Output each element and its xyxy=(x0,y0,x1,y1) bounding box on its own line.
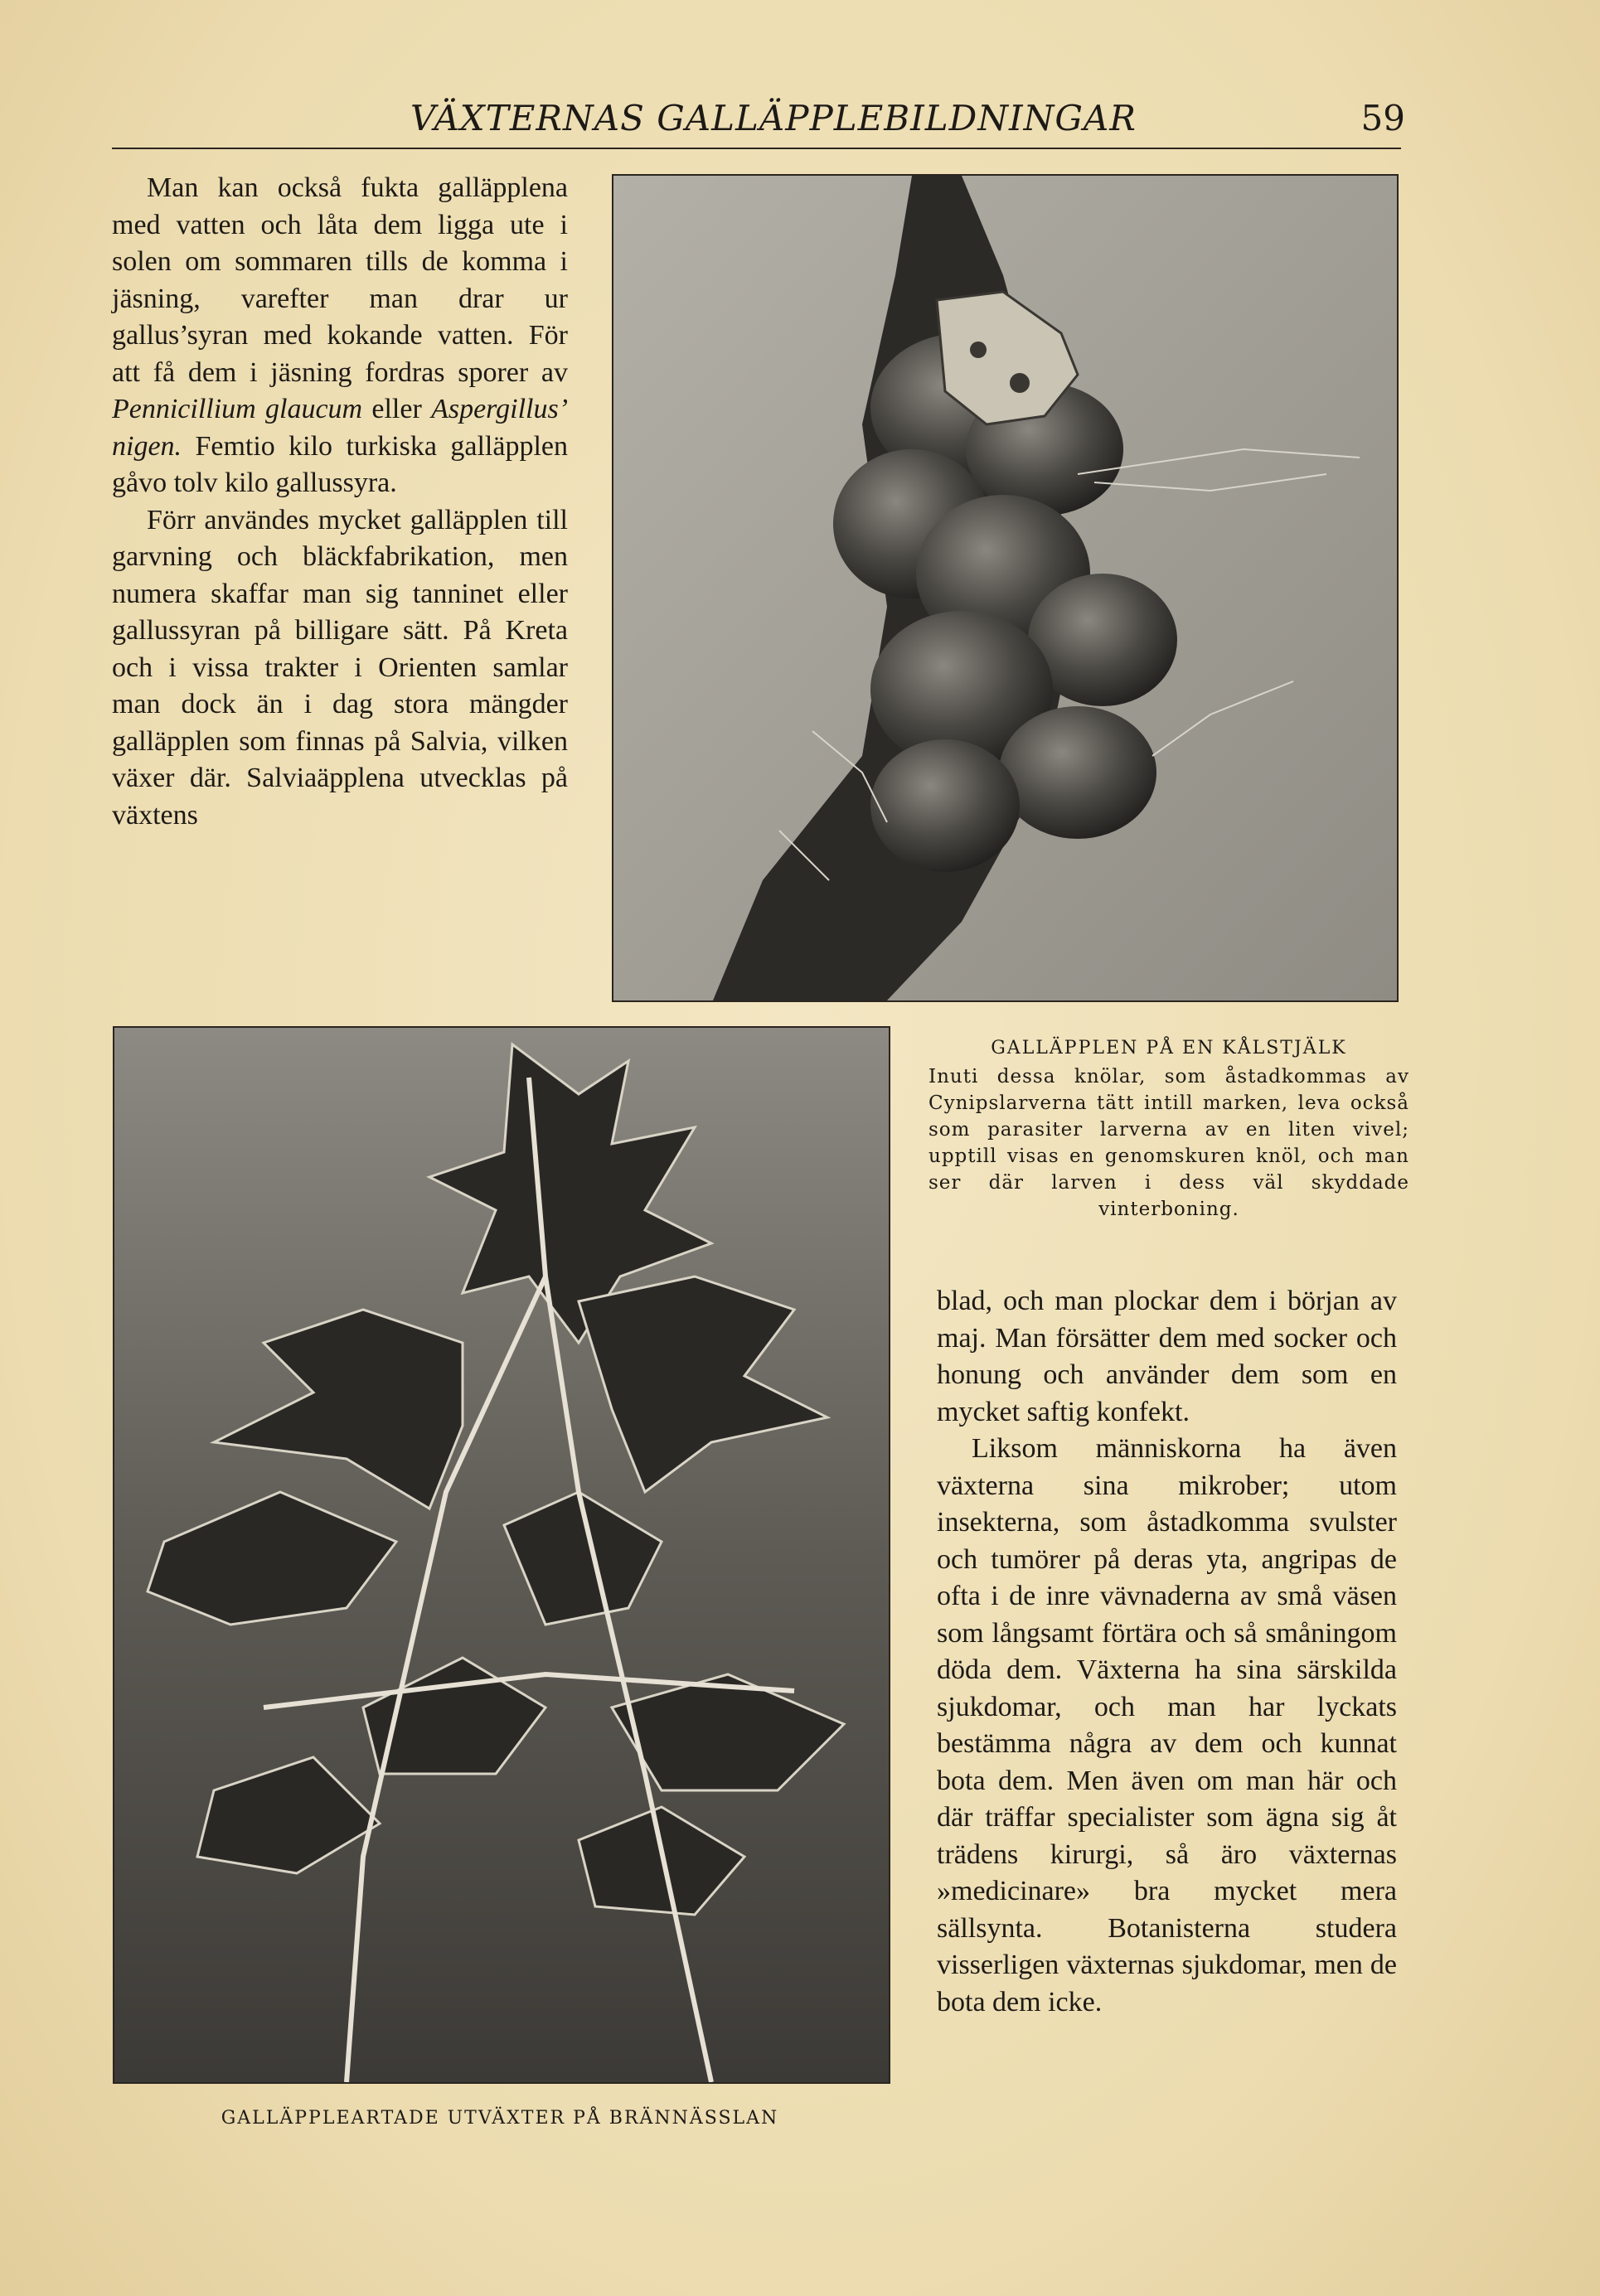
left-p1-text-b: eller xyxy=(362,394,432,424)
cabbage-stalk-gall-image xyxy=(613,176,1397,1000)
stinging-nettle-photo xyxy=(113,1026,890,2084)
running-title: VÄXTERNAS GALLÄPPLEBILDNINGAR xyxy=(410,98,1137,138)
header-rule xyxy=(112,148,1401,149)
left-paragraph-1 xyxy=(112,170,568,502)
left-p1-text-c: Femtio kilo turkiska galläpplen gåvo tolv kilo gallussyra. xyxy=(112,430,568,498)
left-text-column xyxy=(112,170,568,834)
left-paragraph-2: Förr användes mycket galläpplen till garvning och bläckfabrikation, men numera skaffar man sig tanninet eller gallussyran på billigare sätt. På Kreta och i vissa trakter i Orienten samlar man dock än i dag stora mängder galläpplen som finnas på Salvia, vilken växer där. Salviaäpplena utvecklas på växtens xyxy=(112,504,568,831)
right-text-column xyxy=(937,1283,1397,2021)
right-paragraph-1: blad, och man plockar dem i början av maj. Man försätter dem med socker och honung och använder dem som en mycket saftig konfekt. xyxy=(937,1286,1397,1427)
running-header xyxy=(112,98,1405,148)
cabbage-stalk-gall-photo xyxy=(612,174,1399,1002)
page-number: 59 xyxy=(1360,98,1405,138)
left-p1-italic-2: Aspergillus’ nigen. xyxy=(112,394,569,462)
left-p1-text-a: Man kan också fukta galläpplena med vatten och låta dem ligga ute i solen om sommaren tills de komma i jäsning, varefter man drar ur gallus’syran med kokande vatten. För att få dem i jäsning fordras sporer av xyxy=(112,172,568,388)
nettle-photo-caption: GALLÄPPLEARTADE UTVÄXTER PÅ BRÄNNÄSSLAN xyxy=(221,2108,779,2129)
gall-caption-title: GALLÄPPLEN PÅ EN KÅLSTJÄLK xyxy=(991,1038,1347,1058)
gall-photo-caption xyxy=(928,1038,1409,1223)
gall-caption-body: Inuti dessa knölar, som åstadkommas av Cynipslarverna tätt intill marken, leva också som parasiter larverna av en liten vivel; upptill visas en genomskuren knöl, och man ser där larven i dess väl skyddade vinterboning. xyxy=(928,1066,1409,1220)
left-p1-italic-1: Pennicillium glaucum xyxy=(112,394,363,424)
right-paragraph-2: Liksom människorna ha även växterna sina mikrober; utom insekterna, som åstadkomma svulster och tumörer på deras yta, angripas de ofta i de inre vävnaderna av små väsen som långsamt förtära och så småningom döda dem. Växterna ha sina särskilda sjukdomar, och man har lyckats bestämma några av dem och kunnat bota dem. Men även om man här och där träffar specialister som ägna sig åt trädens kirurgi, så äro växternas »medicinare» bra mycket mera sällsynta. Botanisterna studera visserligen växternas sjukdomar, men de bota dem icke. xyxy=(937,1433,1397,2017)
stinging-nettle-image xyxy=(114,1028,889,2082)
